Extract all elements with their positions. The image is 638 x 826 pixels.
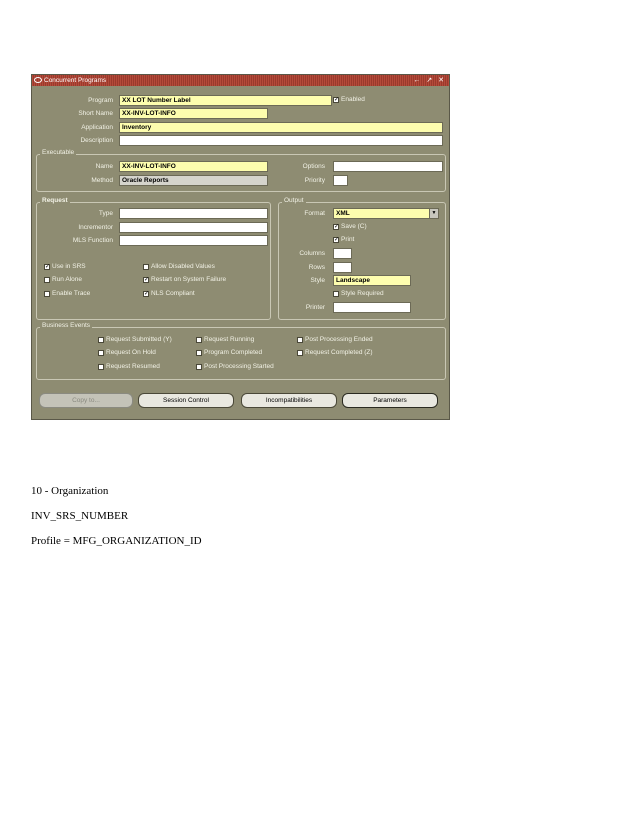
format-select[interactable]: XML ▼	[333, 208, 439, 219]
request-group	[36, 202, 271, 320]
concurrent-programs-window	[31, 74, 450, 420]
run-alone-checkbox[interactable]: Run Alone	[44, 276, 82, 284]
executable-name-field[interactable]: XX-INV-LOT-INFO	[119, 161, 268, 172]
window-controls-icon[interactable]: ← ↗ ✕	[413, 77, 446, 84]
program-field[interactable]: XX LOT Number Label	[119, 95, 332, 106]
doc-line-organization: 10 - Organization	[31, 485, 109, 497]
oracle-logo-icon	[34, 77, 42, 83]
doc-line-profile: Profile = MFG_ORGANIZATION_ID	[31, 535, 202, 547]
executable-group-title: Executable	[42, 149, 75, 156]
dropdown-arrow-icon[interactable]: ▼	[429, 209, 438, 218]
use-in-srs-checkbox[interactable]: ✓ Use in SRS	[45, 263, 86, 270]
style-required-checkbox[interactable]: Style Required	[333, 290, 384, 298]
post-processing-ended-checkbox[interactable]: Post Processing Ended	[297, 336, 373, 344]
request-completed-checkbox[interactable]: Request Completed (Z)	[297, 349, 373, 357]
description-field[interactable]	[119, 135, 443, 146]
method-label: Method	[91, 177, 113, 184]
application-label: Application	[81, 124, 113, 131]
request-submitted-checkbox[interactable]: Request Submitted (Y)	[98, 336, 172, 344]
request-on-hold-checkbox[interactable]: Request On Hold	[98, 349, 156, 357]
window-title: Concurrent Programs	[44, 77, 107, 84]
parameters-button[interactable]: Parameters	[342, 393, 438, 408]
mls-function-label: MLS Function	[72, 237, 113, 244]
rows-field[interactable]	[333, 262, 352, 273]
request-resumed-checkbox[interactable]: Request Resumed	[98, 363, 160, 371]
short-name-label: Short Name	[78, 110, 113, 117]
options-label: Options	[302, 163, 325, 170]
doc-line-value-set: INV_SRS_NUMBER	[31, 510, 129, 522]
program-label: Program	[88, 97, 113, 104]
window-titlebar[interactable]	[32, 75, 449, 86]
incompatibilities-button[interactable]: Incompatibilities	[241, 393, 337, 408]
options-field[interactable]	[333, 161, 443, 172]
output-group-title: Output	[284, 197, 304, 204]
incrementor-label: Incrementor	[78, 224, 113, 231]
session-control-button[interactable]: Session Control	[138, 393, 234, 408]
priority-field[interactable]	[333, 175, 348, 186]
type-field[interactable]	[119, 208, 268, 219]
format-label: Format	[304, 210, 325, 217]
request-group-title: Request	[42, 197, 68, 204]
method-field: Oracle Reports	[119, 175, 268, 186]
columns-field[interactable]	[333, 248, 352, 259]
restart-check-icon: ✓	[144, 277, 150, 283]
short-name-field[interactable]: XX-INV-LOT-INFO	[119, 108, 268, 119]
save-check-icon: ✓	[334, 224, 340, 230]
mls-function-field[interactable]	[119, 235, 268, 246]
incrementor-field[interactable]	[119, 222, 268, 233]
post-processing-started-checkbox[interactable]: Post Processing Started	[196, 363, 274, 371]
print-check-icon: ✓	[334, 237, 340, 243]
printer-label: Printer	[305, 304, 325, 311]
application-field[interactable]: Inventory	[119, 122, 443, 133]
restart-on-failure-checkbox[interactable]: ✓ Restart on System Failure	[144, 276, 227, 283]
enabled-check-icon: ✓	[334, 97, 340, 103]
rows-label: Rows	[308, 264, 325, 271]
print-checkbox[interactable]: ✓ Print	[334, 236, 355, 243]
style-field[interactable]: Landscape	[333, 275, 411, 286]
nls-check-icon: ✓	[144, 291, 150, 297]
printer-field[interactable]	[333, 302, 411, 313]
type-label: Type	[98, 210, 113, 217]
style-label: Style	[310, 277, 325, 284]
nls-compliant-checkbox[interactable]: ✓ NLS Compliant	[144, 290, 195, 297]
use-in-srs-check-icon: ✓	[45, 264, 51, 270]
executable-group	[36, 154, 446, 192]
columns-label: Columns	[299, 250, 325, 257]
copy-to-button: Copy to...	[39, 393, 133, 408]
description-label: Description	[80, 137, 113, 144]
business-events-group-title: Business Events	[42, 322, 91, 329]
save-checkbox[interactable]: ✓ Save (C)	[334, 223, 367, 230]
program-completed-checkbox[interactable]: Program Completed	[196, 349, 262, 357]
request-running-checkbox[interactable]: Request Running	[196, 336, 254, 344]
allow-disabled-values-checkbox[interactable]: Allow Disabled Values	[143, 263, 215, 271]
enable-trace-checkbox[interactable]: Enable Trace	[44, 290, 90, 298]
enabled-checkbox[interactable]: ✓ Enabled	[334, 96, 365, 103]
priority-label: Priority	[304, 177, 325, 184]
executable-name-label: Name	[95, 163, 113, 170]
